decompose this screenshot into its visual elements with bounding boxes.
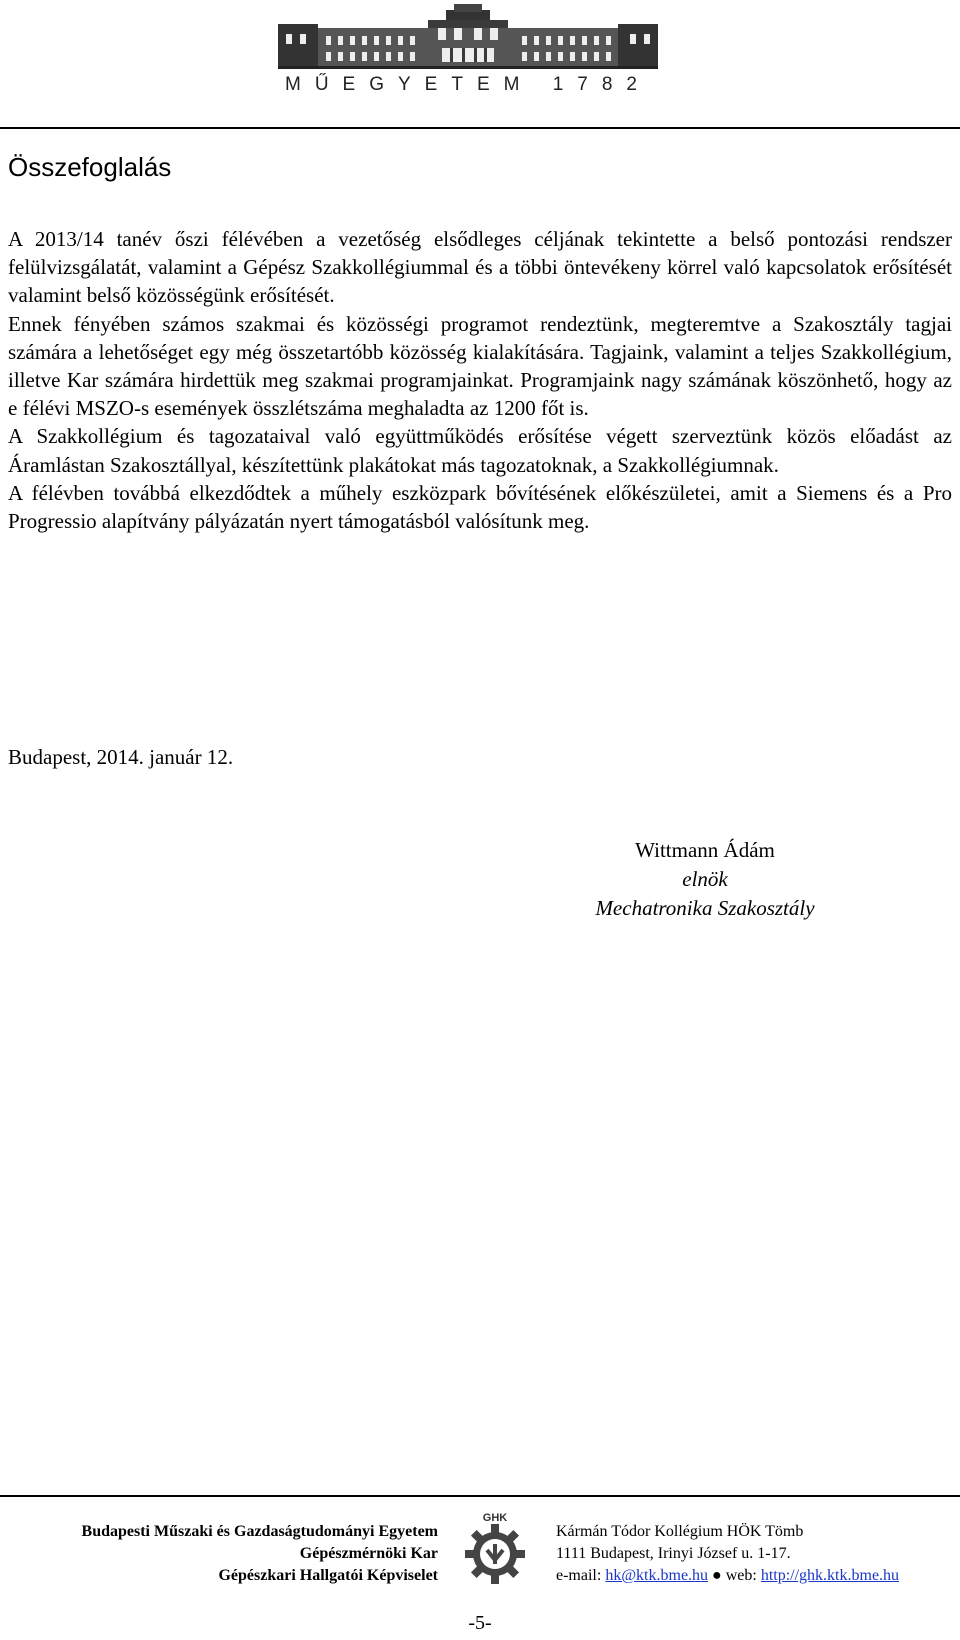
signatory-role: elnök [682, 867, 728, 891]
footer-address: 1111 Budapest, Irinyi József u. 1-17. [556, 1545, 791, 1562]
footer-rule [0, 1495, 960, 1497]
paragraph: A félévben továbbá elkezdődtek a műhely eszközpark bővítésének előkészületei, amit a Siemens és a Pro Progressio alapítvány pályázatán nyert támogatásból valósítunk meg. [8, 480, 952, 534]
footer-links [556, 1565, 899, 1587]
footer-university: Budapesti Műszaki és Gazdaságtudományi Egyetem [81, 1523, 438, 1540]
footer-faculty: Gépészmérnöki Kar [299, 1545, 438, 1562]
footer-council: Gépészkari Hallgatói Képviselet [218, 1567, 438, 1584]
ghk-logo [450, 1510, 540, 1590]
summary-body [8, 225, 952, 535]
page-number: -5- [468, 1612, 492, 1634]
web-label: web: [725, 1567, 757, 1584]
footer-contact [556, 1521, 899, 1587]
web-link[interactable]: http://ghk.ktk.bme.hu [760, 1567, 900, 1584]
university-logo [278, 4, 658, 96]
page-title: Összefoglalás [8, 152, 172, 182]
signatory-name: Wittmann Ádám [635, 838, 775, 862]
email-link[interactable]: hk@ktk.bme.hu [605, 1567, 709, 1584]
header-rule [0, 127, 960, 129]
signatory-organization: Mechatronika Szakosztály [595, 896, 815, 920]
paragraph: Ennek fényében számos szakmai és közösségi programot rendeztünk, megteremtve a Szakosztály tagjai számára a lehetőséget egy még összetartóbb közösség kialakítására. Tagjaink, valamint a teljes Szakkollégium, illetve Kar számára hirdettük meg szakmai programjainkat. Programjaink nagy számának köszönhető, hogy az e félévi MSZO-s események összlétszáma meghaladta az 1200 főt is. [8, 311, 952, 421]
place-date: Budapest, 2014. január 12. [8, 745, 234, 769]
university-building-icon [278, 4, 658, 72]
paragraph: A Szakkollégium és tagozataival való együttműködés erősítése végett szerveztünk közös előadást az Áramlástan Szakosztállyal, készítettünk plakátokat más tagozatoknak, a Szakkollégiumnak. [8, 424, 952, 477]
logo-wordmark: MŰEGYETEM 1782 [285, 74, 651, 95]
footer-institution [82, 1521, 438, 1587]
email-label: e-mail: [556, 1567, 602, 1584]
footer-dormitory: Kármán Tódor Kollégium HÖK Tömb [556, 1523, 804, 1540]
bullet-separator: ● [712, 1567, 722, 1584]
ghk-logo-text: GHK [482, 1512, 508, 1524]
gear-icon [450, 1510, 540, 1590]
signature-block [560, 836, 850, 923]
paragraph: A 2013/14 tanév őszi félévében a vezetőség elsődleges céljának tekintette a belső pontozási rendszer felülvizsgálatát, valamint a Gépész Szakkollégiummal és a többi öntevékeny körrel való kapcsolatok erősítését valamint belső közösségünk erősítését. [8, 227, 952, 308]
